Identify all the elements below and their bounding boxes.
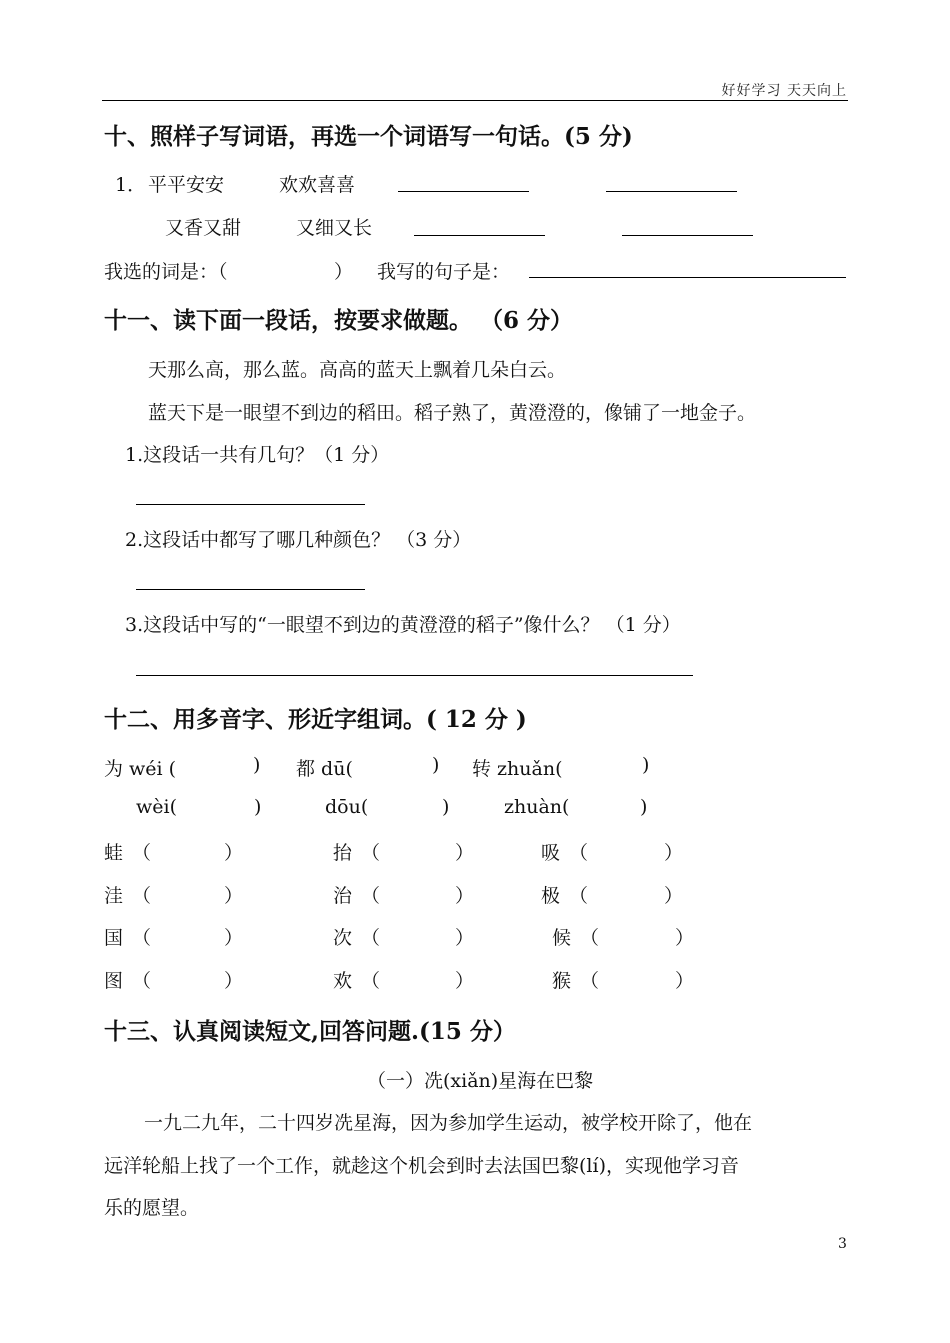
q12-close-paren: ）: [455, 885, 475, 907]
q12-poly-zhuan-first: 转 zhuǎn(: [472, 758, 563, 780]
q13-passage-line1: 一九二九年，二十四岁冼星海，因为参加学生运动，被学校开除了，他在: [144, 1112, 753, 1134]
q11-title: 十一、读下面一段话，按要求做题。 （6 分）: [104, 307, 574, 334]
q12-open-paren: （: [132, 842, 152, 864]
q12-char: 欢: [333, 970, 353, 992]
q12-paren-close: ): [254, 796, 262, 818]
q11-answer3-blank[interactable]: [136, 675, 693, 676]
q12-open-paren: （: [361, 842, 381, 864]
q10-row1-blank2[interactable]: [606, 191, 737, 192]
q12-paren-close: ): [253, 754, 261, 776]
q12-close-paren: ）: [675, 970, 695, 992]
q12-open-paren: （: [569, 842, 589, 864]
q11-paragraph1: 天那么高，那么蓝。高高的蓝天上飘着几朵白云。: [148, 359, 567, 381]
q12-char: 国: [104, 927, 124, 949]
q10-row1-blank1[interactable]: [398, 191, 529, 192]
q12-char: 猴: [552, 970, 572, 992]
q12-open-paren: （: [132, 970, 152, 992]
q12-open-paren: （: [580, 927, 600, 949]
q10-sentence-blank[interactable]: [529, 277, 846, 278]
q12-poly-zhuan-second: zhuàn(: [504, 796, 570, 818]
q12-poly-du-second: dōu(: [325, 796, 369, 818]
q12-char: 吸: [541, 842, 561, 864]
q12-char: 治: [333, 885, 353, 907]
q11-paragraph2: 蓝天下是一眼望不到边的稻田。稻子熟了，黄澄澄的，像铺了一地金子。: [148, 402, 757, 424]
q12-poly-wei-second: wèi(: [136, 796, 177, 818]
q13-passage-subtitle: （一）冼(xiǎn)星海在巴黎: [367, 1070, 594, 1092]
q12-close-paren: ）: [224, 885, 244, 907]
q12-close-paren: ）: [455, 927, 475, 949]
q10-choose-label: 我选的词是：（: [104, 261, 228, 283]
q12-open-paren: （: [132, 927, 152, 949]
q12-char: 抬: [333, 842, 353, 864]
q11-question2: 2.这段话中都写了哪几种颜色？ （3 分）: [125, 529, 472, 551]
q10-choose-close: ）: [334, 261, 354, 283]
q10-sentence-label: 我写的句子是：: [377, 261, 511, 283]
q13-passage-line3: 乐的愿望。: [104, 1197, 200, 1219]
q12-open-paren: （: [569, 885, 589, 907]
q11-question1: 1.这段话一共有几句？（1 分）: [125, 444, 390, 466]
q12-close-paren: ）: [455, 842, 475, 864]
q12-paren-close: ): [432, 754, 440, 776]
q12-close-paren: ）: [664, 885, 684, 907]
q13-title: 十三、认真阅读短文,回答问题.(15 分）: [104, 1018, 516, 1045]
q12-open-paren: （: [361, 885, 381, 907]
page-header-motto: 好好学习 天天向上: [721, 83, 847, 99]
q12-open-paren: （: [361, 927, 381, 949]
q12-close-paren: ）: [675, 927, 695, 949]
q12-char: 洼: [104, 885, 124, 907]
q11-question3: 3.这段话中写的“一眼望不到边的黄澄澄的稻子”像什么？ （1 分）: [125, 614, 681, 636]
q10-row2-word1: 又香又甜: [165, 217, 242, 239]
q12-open-paren: （: [580, 970, 600, 992]
q12-title: 十二、用多音字、形近字组词。( 12 分 ): [104, 706, 527, 733]
q13-passage-line2: 远洋轮船上找了一个工作，就趁这个机会到时去法国巴黎(lí)，实现他学习音: [104, 1155, 739, 1177]
q12-char: 次: [333, 927, 353, 949]
q10-title: 十、照样子写词语，再选一个词语写一句话。(5 分): [104, 123, 633, 150]
q12-char: 候: [552, 927, 572, 949]
q10-row1-number: 1．: [115, 174, 147, 196]
q10-row1-word2: 欢欢喜喜: [279, 174, 356, 196]
q12-close-paren: ）: [224, 842, 244, 864]
q12-open-paren: （: [132, 885, 152, 907]
q10-row2-blank1[interactable]: [414, 235, 545, 236]
q12-paren-close: ): [642, 754, 650, 776]
q12-poly-du-first: 都 dū(: [296, 758, 353, 780]
q11-answer2-blank[interactable]: [136, 589, 365, 590]
q12-open-paren: （: [361, 970, 381, 992]
q12-close-paren: ）: [224, 970, 244, 992]
q12-close-paren: ）: [664, 842, 684, 864]
q10-row2-blank2[interactable]: [622, 235, 753, 236]
page-number: 3: [838, 1236, 847, 1252]
q12-char: 蛙: [104, 842, 124, 864]
q12-char: 极: [541, 885, 561, 907]
q12-close-paren: ）: [455, 970, 475, 992]
q10-row1-word1: 平平安安: [148, 174, 225, 196]
q12-char: 图: [104, 970, 124, 992]
q12-close-paren: ）: [224, 927, 244, 949]
q12-poly-wei-first: 为 wéi (: [104, 758, 177, 780]
header-rule: [102, 100, 848, 101]
q10-row2-word2: 又细又长: [296, 217, 373, 239]
q12-paren-close: ): [640, 796, 648, 818]
q12-paren-close: ): [442, 796, 450, 818]
q11-answer1-blank[interactable]: [136, 504, 365, 505]
